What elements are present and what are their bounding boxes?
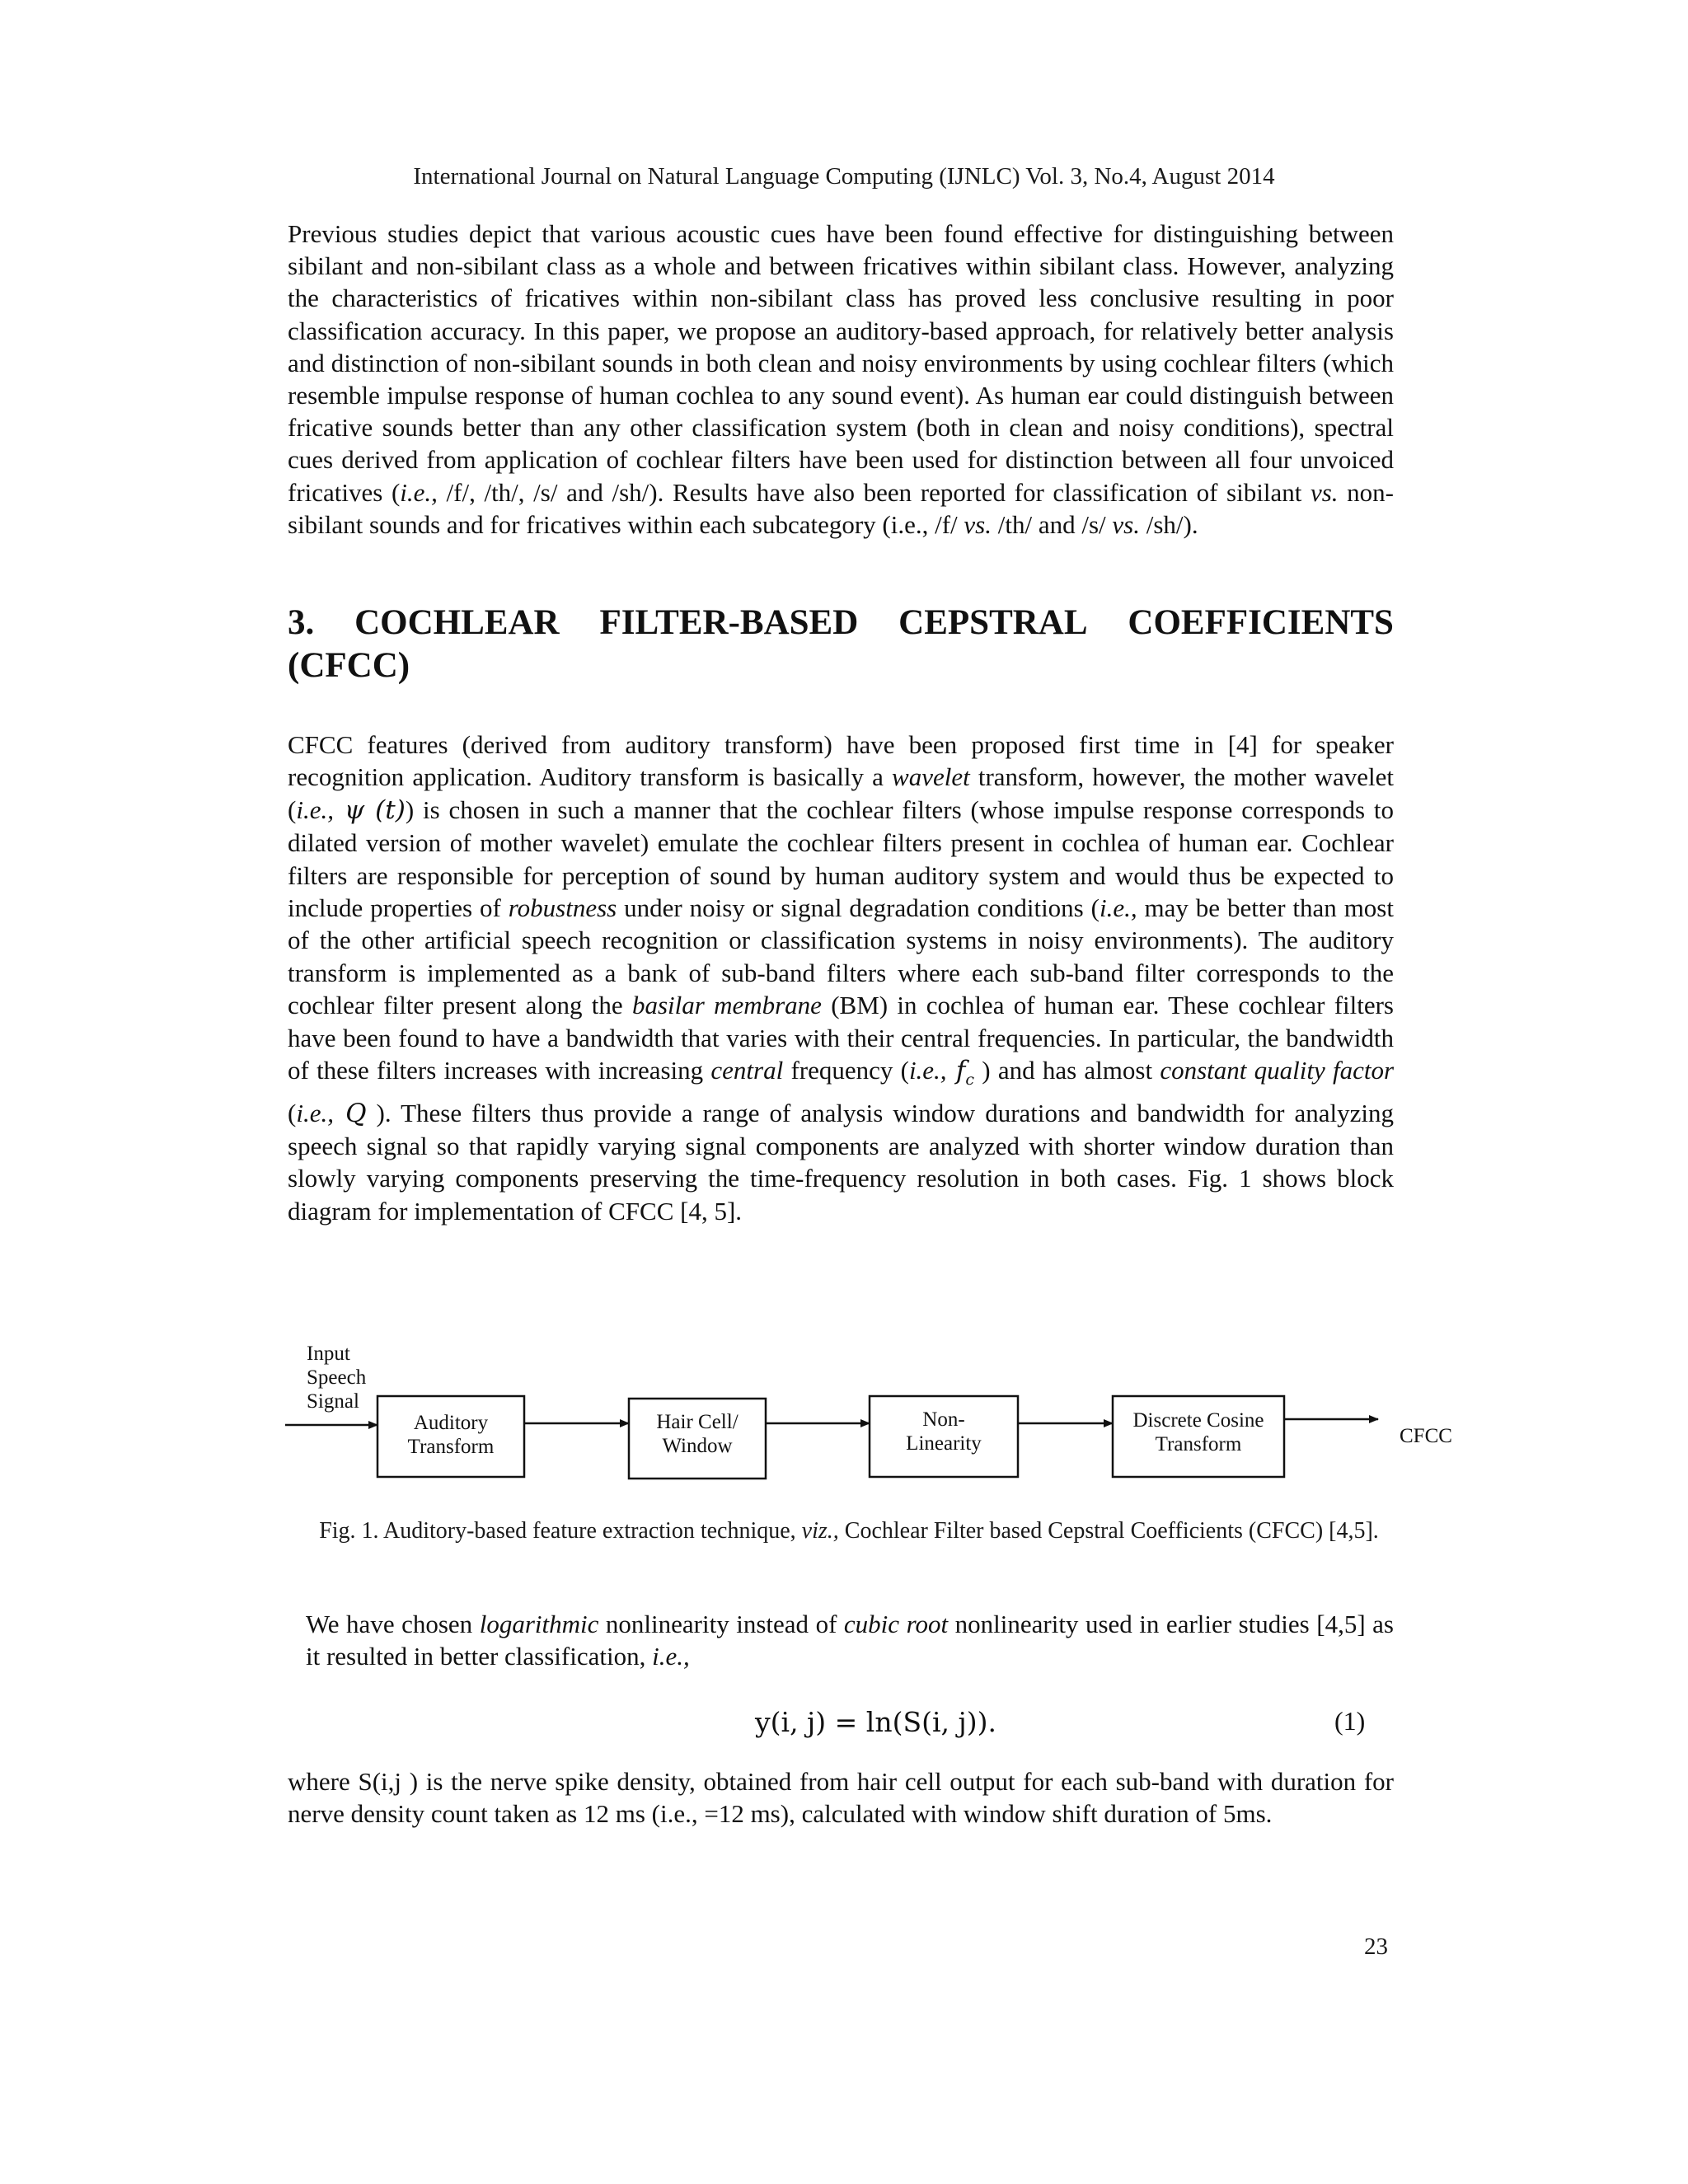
- block-label: Window: [662, 1435, 733, 1457]
- section-heading-word: COEFFICIENTS: [1128, 603, 1394, 642]
- block-label: Non-: [922, 1408, 965, 1431]
- block-label: Transform: [407, 1436, 495, 1458]
- block-hair-cell-window: [629, 1399, 766, 1479]
- section-heading-word: COCHLEAR: [354, 603, 560, 642]
- section-heading-word: 3.: [288, 603, 315, 642]
- block-label: Discrete Cosine: [1132, 1409, 1264, 1432]
- block-label: Auditory: [413, 1412, 489, 1434]
- equation-body: y(i, j) = ln(S(i, j)).: [755, 1706, 996, 1738]
- equation-1: [0, 1706, 1688, 1742]
- block-label: Linearity: [906, 1432, 982, 1455]
- input-label-line: Signal: [307, 1390, 359, 1413]
- input-label-line: Input: [307, 1343, 350, 1365]
- input-label-line: Speech: [307, 1366, 367, 1389]
- equation-number: (1): [1334, 1706, 1366, 1736]
- block-discrete-cosine-transform: [1113, 1396, 1284, 1477]
- section-heading-line2: (CFCC): [288, 646, 410, 685]
- block-label: Transform: [1155, 1433, 1242, 1455]
- section-heading-word: FILTER-BASED: [599, 603, 859, 642]
- running-header: International Journal on Natural Language Computing (IJNLC) Vol. 3, No.4, August 2014: [413, 163, 1275, 190]
- cfcc-paragraph: CFCC features (derived from auditory transform) have been proposed first time in [4] for speaker recognition application. Auditory transform is basically a wavelet transform, however, the mother wavelet (i.e., ψ (t)) is chosen in such a manner that the cochlear filters (whose impulse response corresponds to dilated version of mother wavelet) emulate the cochlear filters present in cochlea of human ear. Cochlear filters are responsible for perception of sound by human auditory system and would thus be expected to include properties of robustness under noisy or signal degradation conditions (i.e., may be better than most of the other artificial speech recognition or classification systems in noisy environments). The auditory transform is implemented as a bank of sub-band filters where each sub-band filter corresponds to the cochlear filter present along the basilar membrane (BM) in cochlea of human ear. These cochlear filters have been found to have a bandwidth that varies with their central frequencies. In particular, the bandwidth of these filters increases with increasing central frequency (i.e., $f_c$ ) and has almost constant quality factor (i.e., Q ). These filters thus provide a range of analysis window durations and bandwidth for analyzing speech signal so that rapidly varying signal components are analyzed with shorter window duration than slowly varying components preserving the time-frequency resolution in both cases. Fig. 1 shows block diagram for implementation of CFCC [4, 5].: [288, 730, 1395, 1226]
- section-heading: [288, 602, 1394, 687]
- figure-caption: Fig. 1. Auditory-based feature extraction technique, viz., Cochlear Filter based Cepstral Coefficients (CFCC) [4,5].: [319, 1518, 1379, 1544]
- intro-paragraph: Previous studies depict that various acoustic cues have been found effective for distinguishing between sibilant and non-sibilant class as a whole and between fricatives within sibilant class. However, analyzing the characteristics of fricatives within non-sibilant class has proved less conclusive resulting in poor classification accuracy. In this paper, we propose an auditory-based approach, for relatively better analysis and distinction of non-sibilant sounds in both clean and noisy environments by using cochlear filters (which resemble impulse response of human cochlea to any sound event). As human ear could distinguish between fricative sounds better than any other classification system (both in clean and noisy conditions), spectral cues derived from application of cochlear filters have been used for distinction between all four unvoiced fricatives (i.e., /f/, /th/, /s/ and /sh/). Results have also been reported for classification of sibilant vs. non-sibilant sounds and for fricatives within each subcategory (i.e., /f/ vs. /th/ and /s/ vs. /sh/).: [288, 219, 1394, 539]
- section-heading-word: CEPSTRAL: [898, 603, 1088, 642]
- output-label: CFCC: [1400, 1425, 1452, 1447]
- page-number: 23: [1364, 1933, 1388, 1960]
- block-non-linearity: [870, 1396, 1018, 1477]
- where-paragraph: where S(i,j ) is the nerve spike density, obtained from hair cell output for each sub-band with duration for nerve density count taken as 12 ms (i.e., =12 ms), calculated with window shift duration of 5ms.: [288, 1767, 1394, 1828]
- block-label: Hair Cell/: [656, 1411, 738, 1433]
- block-auditory-transform: [377, 1396, 524, 1477]
- nonlinearity-paragraph: We have chosen logarithmic nonlinearity instead of cubic root nonlinearity used in earlier studies [4,5] as it resulted in better classification, i.e.,: [306, 1610, 1394, 1671]
